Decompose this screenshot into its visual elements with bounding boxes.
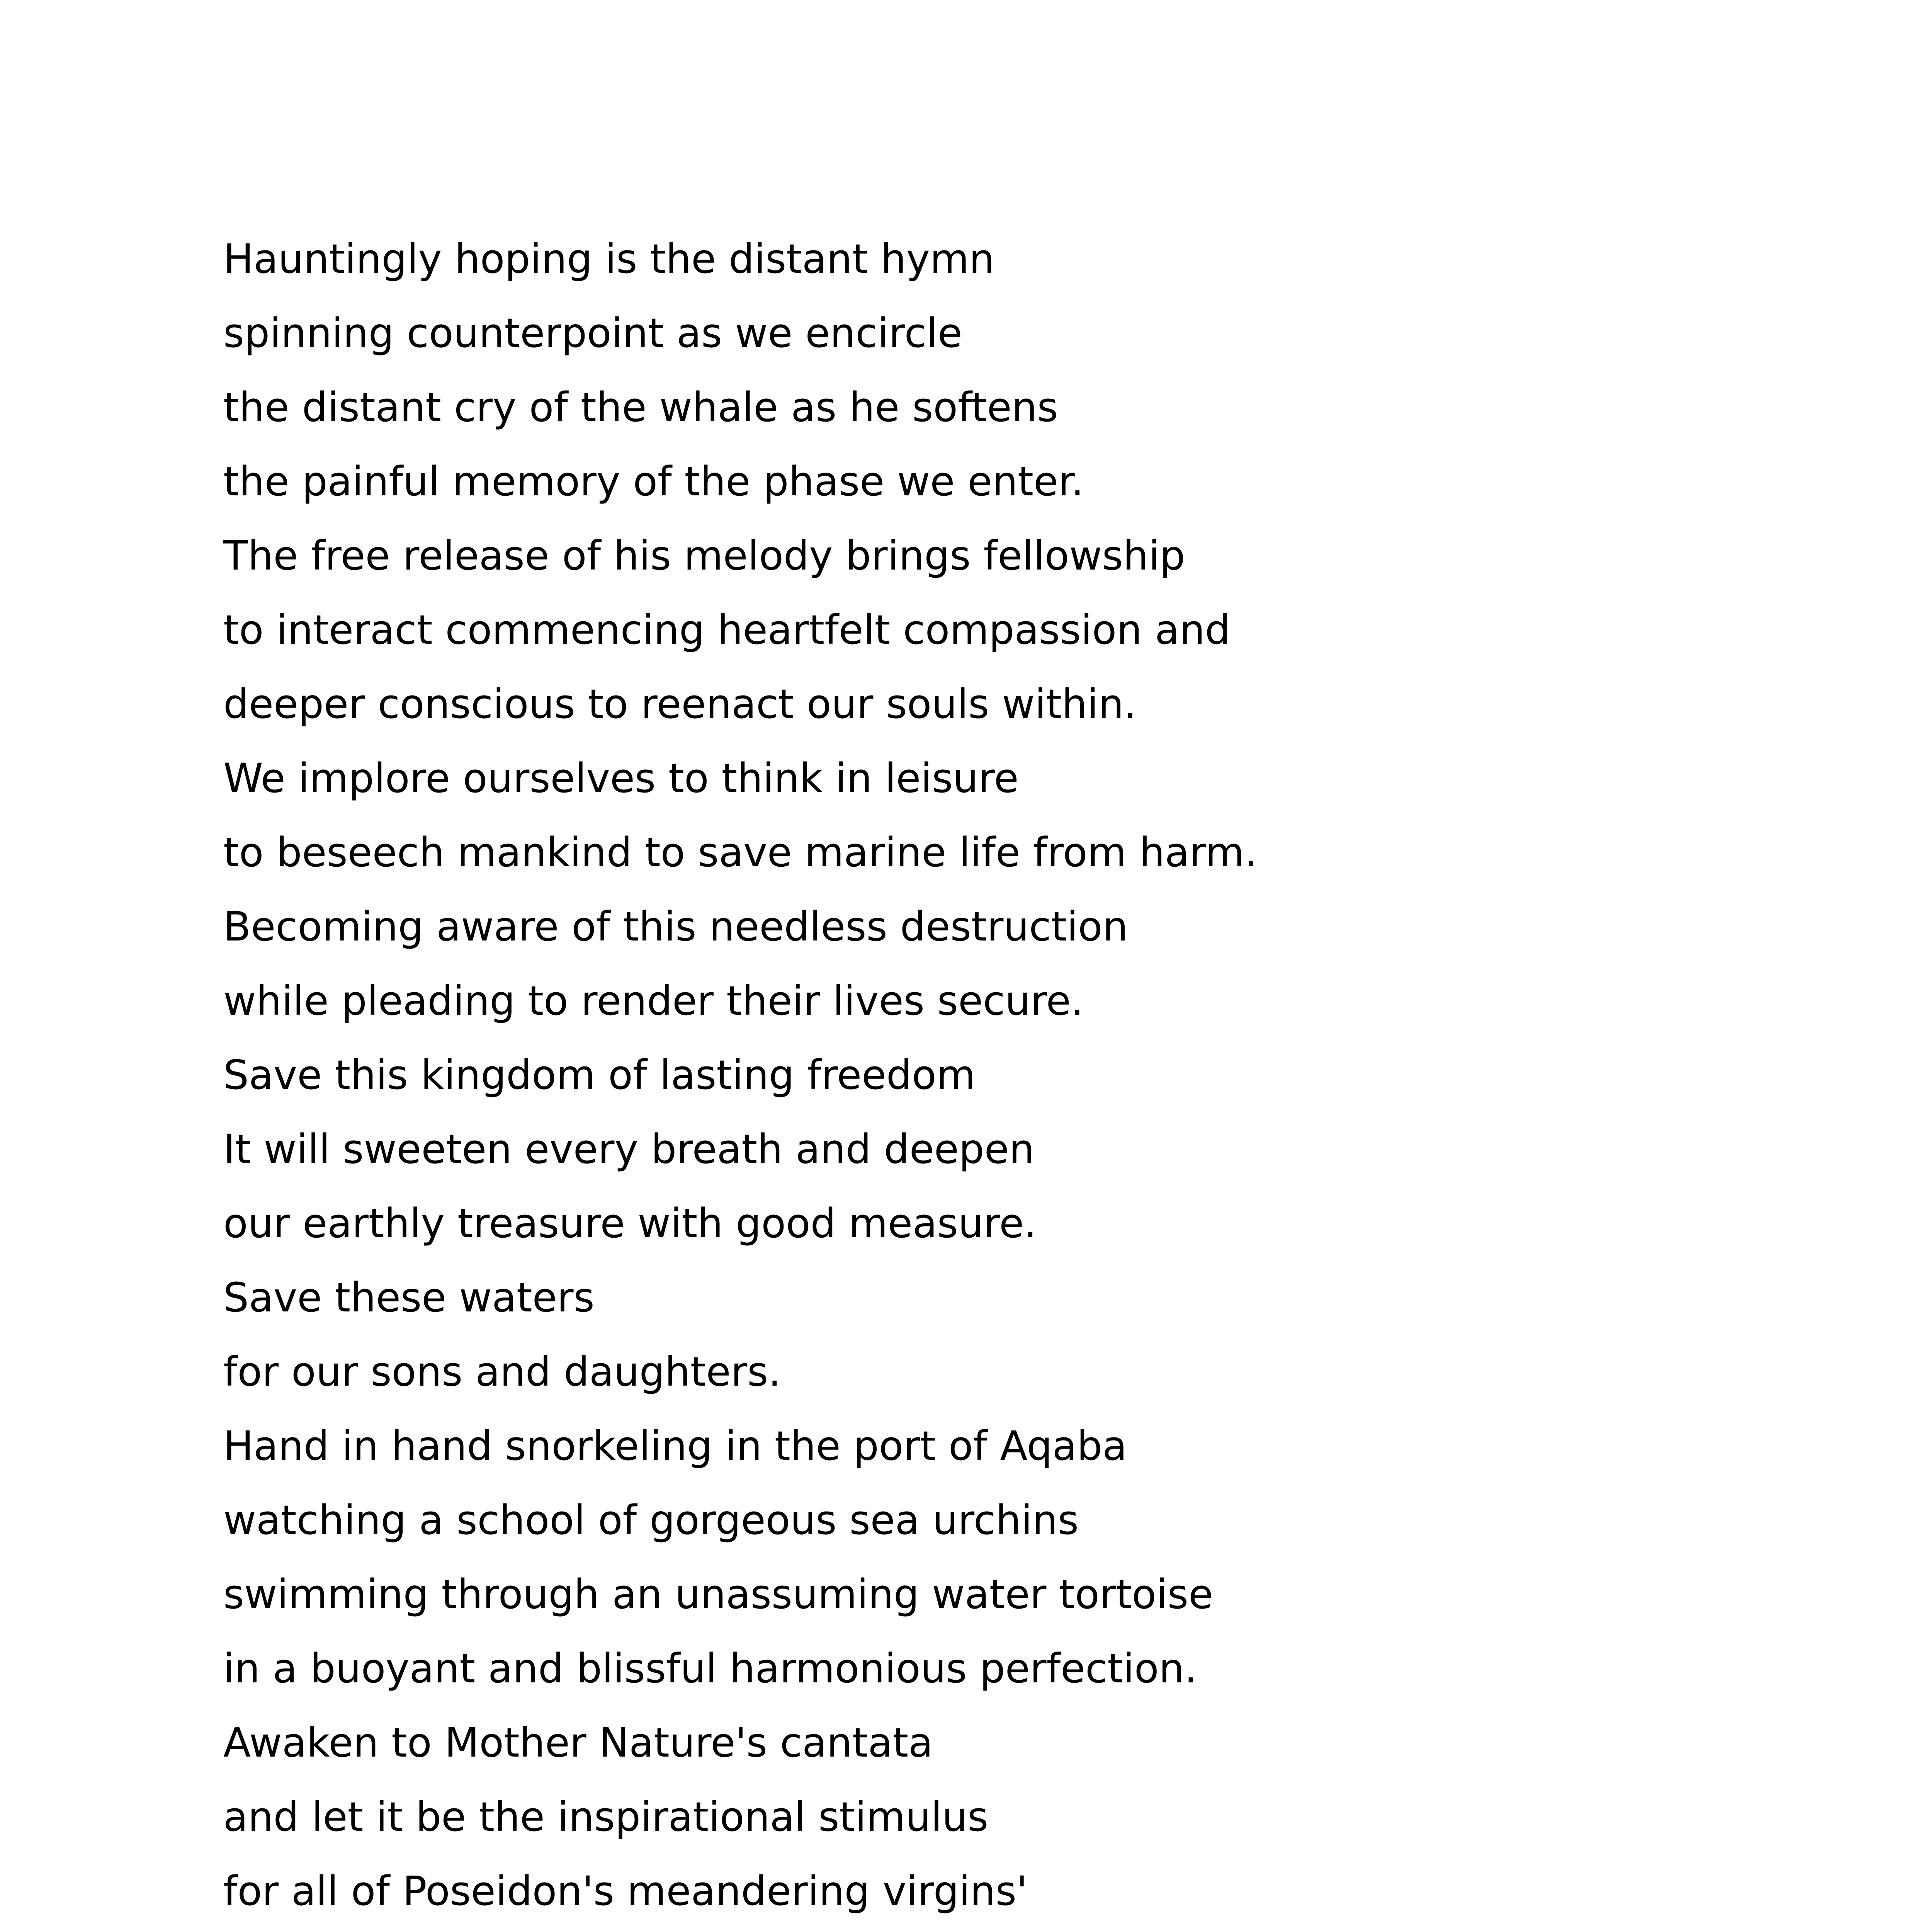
poem-line: Save this kingdom of lasting freedom xyxy=(223,1051,976,1099)
poem-line: in a buoyant and blissful harmonious perfection. xyxy=(223,1645,1197,1692)
poem-line: Save these waters xyxy=(223,1274,595,1321)
poem-line: The free release of his melody brings fellowship xyxy=(223,532,1185,579)
poem-line: for our sons and daughters. xyxy=(223,1348,781,1395)
poem-line: watching a school of gorgeous sea urchins xyxy=(223,1497,1079,1544)
poem-line: for all of Poseidon's meandering virgins' xyxy=(223,1867,1028,1915)
poem-line: the painful memory of the phase we enter. xyxy=(223,458,1084,505)
poem-line: It will sweeten every breath and deepen xyxy=(223,1126,1035,1173)
poem-line: Becoming aware of this needless destruction xyxy=(223,903,1128,950)
poem-line: spinning counterpoint as we encircle xyxy=(223,310,962,357)
poem-line: We implore ourselves to think in leisure xyxy=(223,755,1019,802)
poem-line: to beseech mankind to save marine life from harm. xyxy=(223,829,1257,876)
poem-line: Hand in hand snorkeling in the port of Aqaba xyxy=(223,1422,1127,1469)
poem-line: to interact commencing heartfelt compassion and xyxy=(223,606,1231,653)
poem-line: Hauntingly hoping is the distant hymn xyxy=(223,235,995,282)
poem-line: the distant cry of the whale as he softens xyxy=(223,384,1058,431)
poem-line: Awaken to Mother Nature's cantata xyxy=(223,1719,933,1766)
poem-line: our earthly treasure with good measure. xyxy=(223,1200,1037,1247)
poem-line: while pleading to render their lives secure. xyxy=(223,977,1084,1024)
poem-line: swimming through an unassuming water tortoise xyxy=(223,1571,1214,1618)
poem-line: deeper conscious to reenact our souls within. xyxy=(223,680,1137,728)
poem-line: and let it be the inspirational stimulus xyxy=(223,1793,989,1840)
